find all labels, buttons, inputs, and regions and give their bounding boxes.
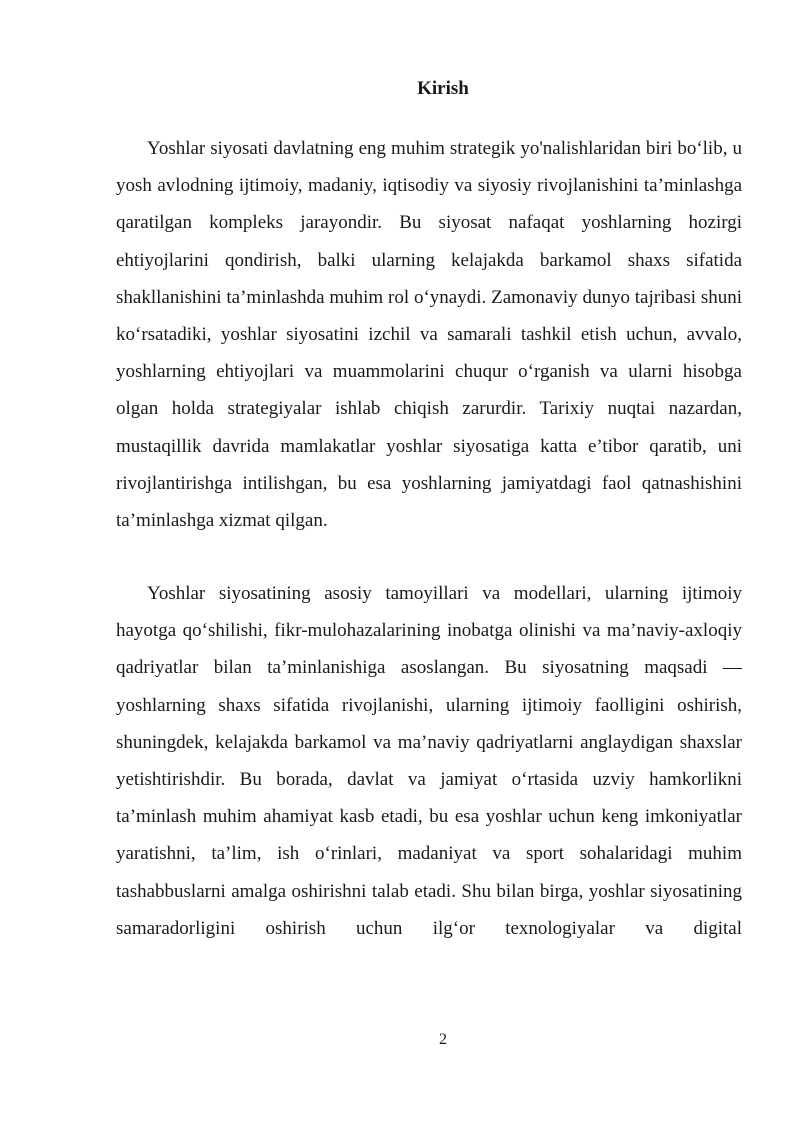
paragraph-intro: Yoshlar siyosati davlatning eng muhim strategik yo'nalishlaridan biri bo‘lib, u yosh avlodning ijtimoiy, madaniy, iqtisodiy va siyosiy rivojlanishini ta’minlashga qaratilgan kompleks jarayondir. Bu siyosat nafaqat yoshlarning hozirgi ehtiyojlarini qondirish, balki ularning kelajakda barkamol shaxs sifatida shakllanishini ta’minlashda muhim rol o‘ynaydi. Zamonaviy dunyo tajribasi shuni ko‘rsatadiki, yoshlar siyosatini izchil va samarali tashkil etish uchun, avvalo, yoshlarning ehtiyojlari va muammolarini chuqur o‘rganish va ularni hisobga olgan holda strategiyalar ishlab chiqish zarurdir. Tarixiy nuqtai nazardan, mustaqillik davrida mamlakatlar yoshlar siyosatiga katta e’tibor qaratib, uni rivojlantirishga intilishgan, bu esa yoshlarning jamiyatdagi faol qatnashishini ta’minlashga xizmat qilgan. bbox=[116, 138, 742, 532]
section-title: Kirish bbox=[417, 78, 469, 99]
paragraph-principles: Yoshlar siyosatining asosiy tamoyillari va modellari, ularning ijtimoiy hayotga qo‘shilishi, fikr-mulohazalarining inobatga olinishi va ma’naviy-axloqiy qadriyatlar bilan ta’minlanishiga asoslangan. Bu siyosatning maqsadi — yoshlarning shaxs sifatida rivojlanishi, ularning ijtimoiy faolligini oshirish, shuningdek, kelajakda barkamol va ma’naviy qadriyatlarni anglaydigan shaxslar yetishtirishdir. Bu borada, davlat va jamiyat o‘rtasida uzviy hamkorlikni ta’minlash muhim ahamiyat kasb etadi, bu esa yoshlar uchun keng imkoniyatlar yaratishni, ta’lim, ish o‘rinlari, madaniyat va sport sohalaridagi muhim tashabbuslarni amalga oshirishni talab etadi. Shu bilan birga, yoshlar siyosatining samaradorligini oshirish uchun ilg‘or texnologiyalar va digital bbox=[116, 583, 742, 939]
page-number: 2 bbox=[439, 1031, 447, 1048]
